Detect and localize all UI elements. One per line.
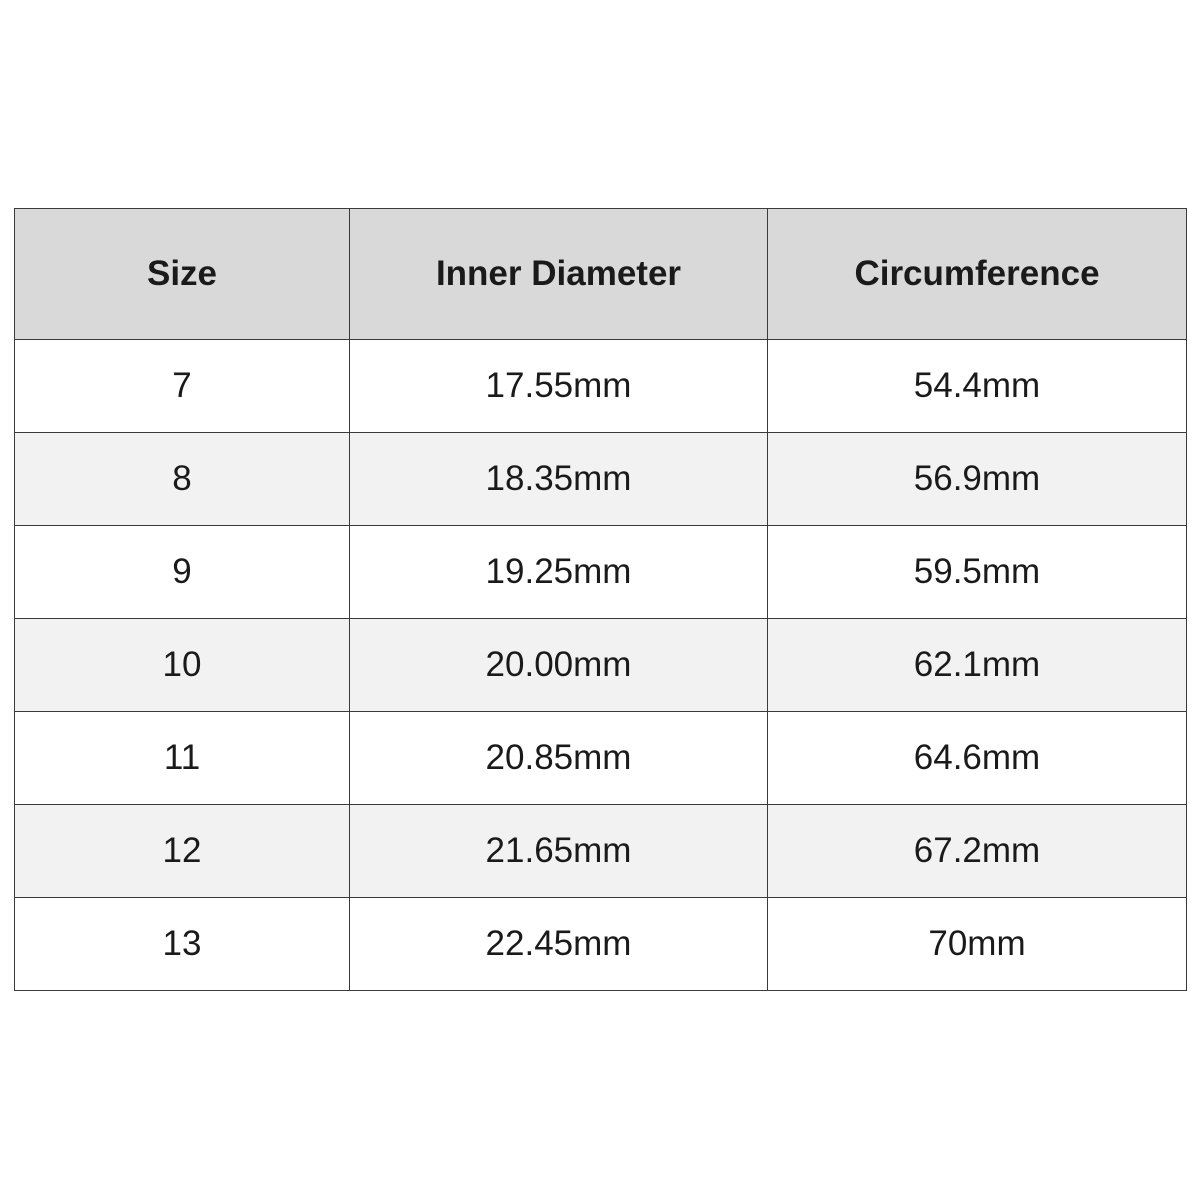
cell-circumference: 64.6mm bbox=[768, 712, 1187, 805]
cell-inner-diameter: 20.00mm bbox=[350, 619, 768, 712]
cell-inner-diameter: 18.35mm bbox=[350, 433, 768, 526]
table-row bbox=[15, 805, 1187, 898]
table-row bbox=[15, 526, 1187, 619]
cell-size: 12 bbox=[15, 805, 350, 898]
table-row bbox=[15, 340, 1187, 433]
cell-inner-diameter: 22.45mm bbox=[350, 898, 768, 991]
cell-circumference: 56.9mm bbox=[768, 433, 1187, 526]
cell-inner-diameter: 21.65mm bbox=[350, 805, 768, 898]
table-row bbox=[15, 433, 1187, 526]
table-header-row bbox=[15, 209, 1187, 340]
cell-size: 11 bbox=[15, 712, 350, 805]
cell-circumference: 67.2mm bbox=[768, 805, 1187, 898]
cell-size: 9 bbox=[15, 526, 350, 619]
cell-inner-diameter: 17.55mm bbox=[350, 340, 768, 433]
cell-size: 10 bbox=[15, 619, 350, 712]
table-row bbox=[15, 898, 1187, 991]
header-size: Size bbox=[15, 209, 350, 340]
header-circumference: Circumference bbox=[768, 209, 1187, 340]
cell-circumference: 70mm bbox=[768, 898, 1187, 991]
cell-inner-diameter: 20.85mm bbox=[350, 712, 768, 805]
table-row bbox=[15, 712, 1187, 805]
cell-size: 8 bbox=[15, 433, 350, 526]
cell-inner-diameter: 19.25mm bbox=[350, 526, 768, 619]
header-inner-diameter: Inner Diameter bbox=[350, 209, 768, 340]
cell-size: 7 bbox=[15, 340, 350, 433]
ring-size-table bbox=[14, 208, 1187, 991]
table-row bbox=[15, 619, 1187, 712]
cell-circumference: 59.5mm bbox=[768, 526, 1187, 619]
cell-size: 13 bbox=[15, 898, 350, 991]
cell-circumference: 62.1mm bbox=[768, 619, 1187, 712]
cell-circumference: 54.4mm bbox=[768, 340, 1187, 433]
